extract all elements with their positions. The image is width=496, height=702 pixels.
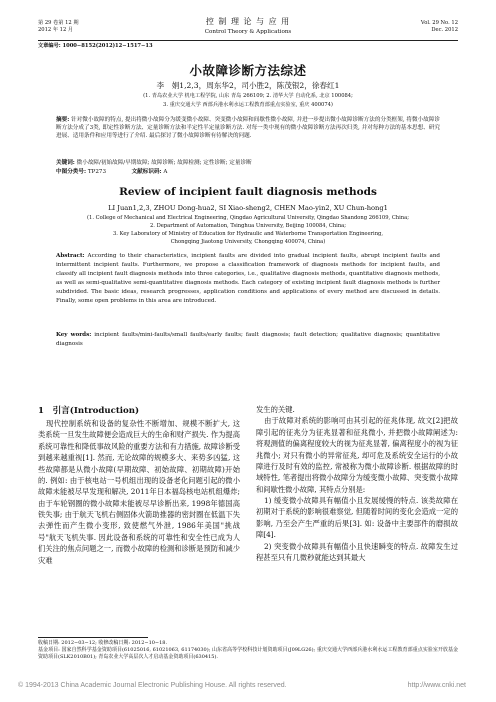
header-rule — [38, 40, 458, 41]
title-en: Review of incipient fault diagnosis methods — [119, 186, 377, 198]
header-left — [38, 20, 79, 34]
header-center — [148, 16, 348, 37]
keywords-en-text: incipient faults/mini-faults/small faults/early faults; fault diagnosis; fault detection; qualitative diagnosis; quantitative diagnosis — [56, 332, 440, 348]
abstract-cn-label: 摘要: — [56, 117, 70, 123]
keywords-cn — [56, 160, 440, 168]
class-label: 中图分类号: — [56, 169, 87, 175]
article-number: 文章编号: 1000−8152(2012)12−1517−13 — [38, 43, 153, 49]
paragraph: 2) 突变微小故障具有幅值小且快速瞬变的特点. 故障发生过程甚至只有几微秒就能达到其最大 — [256, 541, 458, 562]
body-right-column — [256, 404, 458, 563]
date-cn: 2012 年 12 月 — [38, 27, 74, 34]
affiliation-en-3: 3. Key Laboratory of Ministry of Education for Hydraulic and Waterborne Transportation Engineering, — [112, 231, 384, 237]
class-number: TP273 — [87, 169, 106, 175]
authors-cn: 李 娟1,2,3，周东华2，司小胜2，陈茂银2，徐春红1 — [156, 81, 340, 90]
abstract-cn-text: 针对微小故障的特点, 提出将微小故障分为缓变微小故障、突变微小故障和间歇性微小故障, 并进一步提出微小故障诊断方法的分类框架, 将微小故障诊断方法分成了3类, 即定性诊断方法、定量诊断方法和半定性半定量诊断方法. 对每一类中现有的微小故障诊断方法再次归类, 并对每种方法的基本思想、研究进展、适用条件和应用等进行了介绍. 最后探讨了微小故障诊断有待解决的问题. — [56, 117, 441, 139]
keywords-en-label: Key words: — [56, 332, 92, 338]
paragraph: 1) 缓变微小故障具有幅值小且发展缓慢的特点. 该类故障在初期对于系统的影响很难察觉, 但随着时间的变化会造成一定的影响, 乃至会产生严重的后果[3]. 如: 设备中主要部件的磨损故障[4]. — [256, 496, 458, 540]
funding-info: 基金项目: 国家自然科学基金资助项目(61025016, 61021063, 61174030); 山东省高等学校科技计划资助项目(J09LG26); 重庆交通大学西部兵港水利水运工程教育部重点实验室开放基金资助项目(SLK2010B01); 青岛农业大学高层次人才启动基金资助项目(630415). — [38, 646, 458, 660]
keywords-cn-label: 关键词: — [56, 160, 75, 166]
keywords-en — [56, 331, 440, 349]
body-left-column — [38, 418, 240, 566]
doc-code-label: 文献标识码: — [131, 169, 162, 175]
paragraph: 发生的关键. — [256, 405, 295, 414]
affiliation-en-4: Chongqing Jiaotong University, Chongqing 400074, China) — [170, 239, 326, 245]
journal-name-cn: 控 制 理 论 与 应 用 — [205, 17, 291, 26]
doc-code: A — [163, 169, 168, 175]
date-en: Dec. 2012 — [431, 27, 458, 34]
journal-name-en: Control Theory & Applications — [204, 29, 292, 35]
affiliation-cn-2: 3. 重庆交通大学 西部兵港水利水运工程教育部重点实验室, 重庆 400074) — [163, 102, 333, 108]
authors-en: LI Juan1,2,3, ZHOU Dong-hua2, SI Xiao-sheng2, CHEN Mao-yin2, XU Chun-hong1 — [108, 204, 388, 212]
affiliation-en-1: (1. College of Mechanical and Electrical Engineering, Qingdao Agricultural University, Qingdao Shandong 266109, China; — [87, 215, 409, 221]
title-cn: 小故障诊断方法综述 — [189, 63, 307, 78]
received-date: 收稿日期: 2012−03−12; 收修改稿日期: 2012−10−18. — [38, 640, 168, 646]
header-right — [421, 20, 458, 34]
affiliation-cn-1: (1. 青岛农业大学 机电工程学院, 山东 青岛 266109; 2. 清华大学 自动化系, 北京 100084; — [143, 93, 353, 99]
paragraph: 由于故障对系统的影响可由其引起的征兆体现, 故文[2]把故障引起的征兆分为征兆显著和征兆微小, 并把微小故障阐述为: 将观测值的偏离程度较大的视为征兆显著, 偏离程度小的视为征兆微小; 对只有微小的异常征兆, 却可危及系统安全运行的小故障进行及时有效的监控, 常被称为微小故障诊断. 根据故障的时域特性, 笔者提出将微小故障分为缓变微小故障、突变微小故障和间歇性微小故障, 其特点分别是: — [256, 416, 458, 494]
copyright-text: © 1994-2013 China Academic Journal Electronic Publishing House. All rights reserved. — [18, 682, 287, 689]
classification-cn — [56, 169, 440, 177]
cnki-link[interactable]: http://www.cnki.net — [407, 682, 466, 689]
footnote — [38, 640, 458, 660]
abstract-en — [56, 252, 440, 306]
copyright-bar — [0, 680, 496, 694]
abstract-cn — [56, 117, 440, 140]
abstract-en-label: Abstract: — [56, 253, 85, 259]
paragraph: 现代控制系统和设备的复杂性不断增加、规模不断扩大, 这类系统一旦发生故障便会造成巨大的生命和财产损失. 作为提高系统可靠性和降低事故风险的重要方法和有力措施, 故障诊断受到越来越重视[1]. 然而, 无论故障的规模多大、来势多凶猛, 这些故障都是从微小故障(早期故障、初始故障、初期故障)开始的. 例如: 由于核电站一号机组出现的设备老化问题引起的微小故障未能被尽早发现和解决, 2011年日本福岛核电站机组爆炸; 由于车轮钢圈的微小故障未能被尽早诊断出来, 1998年德国高铁失事; 由于航天飞机右侧固体火箭助推器的密封圈在低温下失去弹性而产生微小变形, 致使燃气外泄, 1986年美国"挑战号"航天飞机失事. 因此设备和系统的可靠性和安全性已成为人们关注的焦点问题之一, 而微小故障的检测和诊断是预防和减少灾难 — [38, 419, 240, 565]
footnote-rule — [38, 637, 148, 638]
volume-en: Vol. 29 No. 12 — [420, 20, 458, 26]
volume-cn: 第 29 卷第 12 期 — [38, 20, 79, 26]
keywords-cn-text: 微小故障/初始故障/早期故障; 故障诊断; 故障检测; 定性诊断; 定量诊断 — [76, 160, 252, 166]
abstract-en-text: According to their characteristics, incipient faults are divided into gradual incipient faults, abrupt incipient faults and intermittent incipient faults. Furthermore, we propose a classification framework of diagnosis methods for incipient faults, and classify all incipient fault diagnosis methods into three categories, i.e., qualitative diagnosis methods, quantitative diagnosis methods, as well as semi-qualitative semi-quantitative diagnosis methods. Each category of existing incipient fault diagnosis methods is further subdivided. The basic ideas, research progresses, application conditions and applications of every method are discussed in details. Finally, some open problems in this area are introduced. — [56, 253, 440, 305]
section-heading-introduction: 1 引言(Introduction) — [38, 406, 140, 416]
affiliation-en-2: 2. Department of Automation, Tsinghua University, Beijing 100084, China; — [149, 223, 347, 229]
